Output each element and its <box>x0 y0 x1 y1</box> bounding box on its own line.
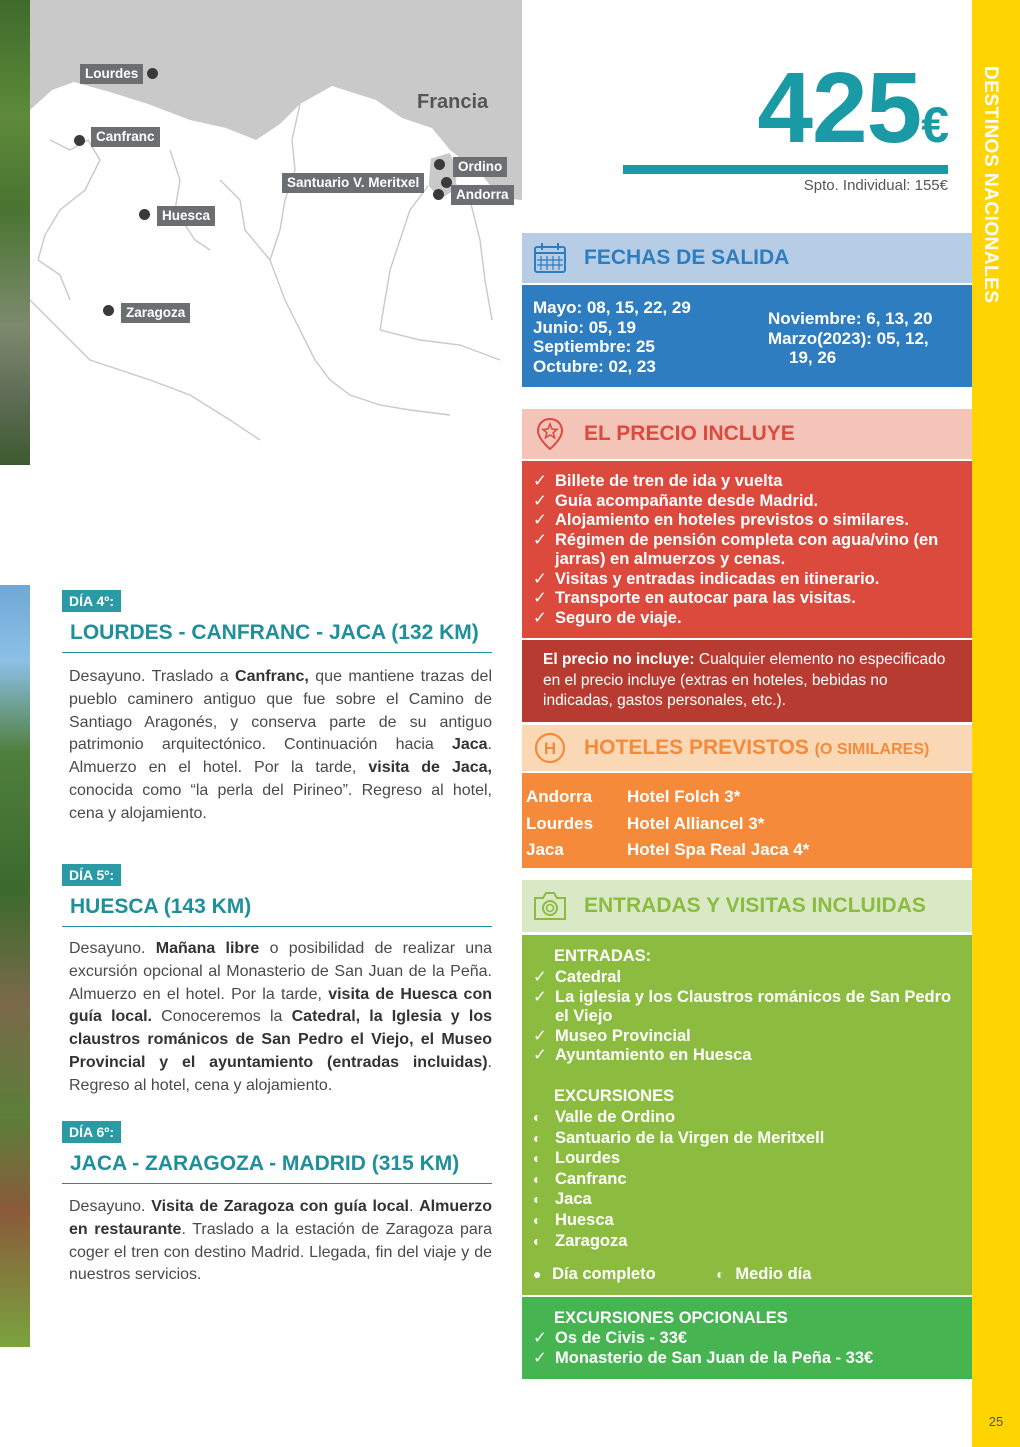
hotel-city: Lourdes <box>526 814 594 833</box>
section-title: DESTINOS NACIONALES <box>980 66 1001 304</box>
hoteles-title-small: (O SIMILARES) <box>814 741 930 758</box>
no-incluye-label: El precio no incluye: <box>543 651 695 668</box>
map-label-zaragoza: Zaragoza <box>121 303 190 323</box>
list-item: ✓ Ayuntamiento en Huesca <box>533 1046 953 1066</box>
fecha-item: 19, 26 <box>789 348 837 367</box>
list-item: ✓ Transporte en autocar para las visitas. <box>533 589 965 609</box>
fechas-title: FECHAS DE SALIDA <box>584 246 790 269</box>
list-item: ✓ La iglesia y los Claustros románicos de San Pedro el Viejo <box>533 988 953 1027</box>
hotel-row <box>526 840 564 860</box>
excursiones-label: EXCURSIONES <box>554 1087 675 1105</box>
hotel-city: Andorra <box>526 787 593 806</box>
bold-text: visita de Jaca, <box>368 759 492 777</box>
day-6-title: JACA - ZARAGOZA - MADRID (315 KM) <box>62 1151 492 1184</box>
bold-text: visita de Huesca con guía local. <box>69 985 492 1026</box>
fechas-header <box>522 233 972 283</box>
text-run: . <box>408 1198 420 1215</box>
list-item: ✓ Os de Civis - 33€ <box>533 1329 953 1349</box>
price-underline <box>623 165 948 174</box>
day-5-label: DÍA 5º: <box>62 864 121 886</box>
no-incluye-body <box>522 640 972 722</box>
incluye-list <box>533 472 965 628</box>
map-dot-ordino <box>434 159 445 170</box>
list-item: ✓ Monasterio de San Juan de la Peña - 33€ <box>533 1349 953 1369</box>
calendar-icon <box>522 242 578 274</box>
price-currency: € <box>921 97 948 153</box>
fecha-item: Marzo(2023): 05, 12, <box>768 328 929 348</box>
fechas-right <box>768 309 932 368</box>
no-incluye-desc: Cualquier elemento no especificado en el precio incluye (extras en hoteles, bebidas no indicadas, gastos personales, etc.). <box>543 651 946 709</box>
entradas-body <box>522 935 972 1295</box>
route-map <box>30 0 522 465</box>
list-item: ◐ Valle de Ordino <box>533 1107 953 1128</box>
map-label-ordino: Ordino <box>453 157 507 177</box>
page-number: 25 <box>988 1414 1004 1429</box>
fecha-item: Septiembre: 25 <box>533 337 655 356</box>
day-5-title: HUESCA (143 KM) <box>62 894 492 927</box>
list-item: ◐ Jaca <box>533 1189 953 1210</box>
full-day-icon: ● <box>533 1266 542 1282</box>
text-run: Conoceremos la <box>151 1008 292 1026</box>
map-label-canfranc: Canfranc <box>91 127 160 147</box>
list-item: ✓ Régimen de pensión completa con agua/vino (en jarras) en almuerzos y cenas. <box>533 531 965 570</box>
opcionales-label: EXCURSIONES OPCIONALES <box>554 1309 788 1327</box>
day-4-label: DÍA 4º: <box>62 590 121 612</box>
no-incluye-text <box>543 650 953 712</box>
hotel-name: Hotel Folch 3* <box>627 787 741 806</box>
legend <box>533 1265 953 1284</box>
day-4-text <box>69 666 492 826</box>
text-run: o posibilidad de realizar una excursión opcional al Monasterio de San Juan de la Peña. Almuerzo en el hotel. Por la tarde, <box>69 940 493 1003</box>
entradas-header <box>522 880 972 932</box>
opcionales-list <box>533 1329 953 1368</box>
camera-icon <box>522 890 578 922</box>
section-side-band <box>972 0 1020 1447</box>
list-item: ✓ Visitas y entradas indicadas en itinerario. <box>533 570 965 590</box>
hotel-city: Jaca <box>526 840 564 859</box>
text-run: . Almuerzo en el hotel. Por la tarde, <box>69 736 492 777</box>
hotel-name: Hotel Alliancel 3* <box>627 814 765 833</box>
photo-strip-bottom <box>0 585 30 1347</box>
incluye-title: EL PRECIO INCLUYE <box>584 422 795 445</box>
list-item: ✓ Alojamiento en hoteles previstos o similares. <box>533 511 965 531</box>
map-dot-lourdes <box>147 68 158 79</box>
hotel-icon <box>522 732 578 764</box>
hoteles-title-main: HOTELES PREVISTOS <box>584 736 809 759</box>
half-day-icon: ◐ <box>716 1266 725 1282</box>
price-amount: 425 <box>757 52 922 164</box>
bold-text: Canfranc, <box>235 668 309 685</box>
text-run: . Traslado a la estación de Zaragoza para coger el tren con destino Madrid. Llegada, fin del viaje y de nuestros servicios. <box>69 1220 492 1284</box>
hotel-row <box>526 787 592 807</box>
list-item: ✓ Museo Provincial <box>533 1027 953 1047</box>
bold-text: Visita de Zaragoza con guía local <box>151 1198 409 1215</box>
fecha-item: Mayo: 08, 15, 22, 29 <box>533 298 691 317</box>
text-run: Desayuno. <box>69 940 156 957</box>
list-item: ✓ Catedral <box>533 968 953 988</box>
list-item: ✓ Guía acompañante desde Madrid. <box>533 492 965 512</box>
incluye-body <box>522 461 972 638</box>
bold-text: Mañana libre <box>155 940 260 957</box>
opcionales-body <box>522 1297 972 1379</box>
incluye-header <box>522 409 972 459</box>
hoteles-body <box>522 773 972 868</box>
list-item: ✓ Seguro de viaje. <box>533 609 965 629</box>
list-item: ◐ Huesca <box>533 1210 953 1231</box>
map-dot-zaragoza <box>103 305 114 316</box>
entradas-list <box>533 968 953 1066</box>
badge-star-icon <box>522 417 578 451</box>
day-6-text <box>69 1196 492 1287</box>
map-label-andorra: Andorra <box>451 185 514 205</box>
map-label-huesca: Huesca <box>157 206 215 226</box>
fecha-item: Octubre: 02, 23 <box>533 356 656 376</box>
bold-text: Catedral, la Iglesia y los claustros románicos de San Pedro el Viejo, el Museo Provincial y el ayuntamiento (entradas incluidas) <box>69 1008 492 1071</box>
text-run: Desayuno. <box>69 1198 152 1215</box>
single-supplement: Spto. Individual: 155€ <box>803 177 948 194</box>
list-item: ✓ Billete de tren de ida y vuelta <box>533 472 965 492</box>
map-label-meritxel: Santuario V. Meritxel <box>282 173 424 193</box>
list-item: ◐ Lourdes <box>533 1148 953 1169</box>
hoteles-header <box>522 725 972 771</box>
text-run: conocida como “la perla del Pirineo”. Regreso al hotel, cena y alojamiento. <box>69 781 492 822</box>
entradas-title: ENTRADAS Y VISITAS INCLUIDAS <box>584 894 926 917</box>
bold-text: Almuerzo en restaurante <box>69 1198 493 1238</box>
hotel-name: Hotel Spa Real Jaca 4* <box>627 840 810 859</box>
map-label-lourdes: Lourdes <box>80 64 143 84</box>
day-6-label: DÍA 6º: <box>62 1121 121 1143</box>
list-item: ◐ Santuario de la Virgen de Meritxell <box>533 1128 953 1149</box>
text-run: que mantiene trazas del pueblo caminero antiguo que fue sobre el Camino de Santiago Aragonés, y conserva parte de su antiguo patrimonio arquitectónico. Continuación hacia <box>69 668 492 754</box>
map-dot-andorra <box>433 189 444 200</box>
fecha-item: Noviembre: 6, 13, 20 <box>768 309 933 328</box>
fechas-left <box>533 298 691 376</box>
entradas-label: ENTRADAS: <box>554 947 652 965</box>
svg-text:H: H <box>543 739 557 758</box>
legend-full-day: Día completo <box>552 1265 656 1283</box>
fecha-item: Junio: 05, 19 <box>533 317 636 337</box>
hotel-row <box>526 814 593 834</box>
day-5-text <box>69 938 492 1098</box>
text-run: . Regreso al hotel, cena y alojamiento. <box>69 1053 492 1094</box>
map-dot-huesca <box>139 209 150 220</box>
bold-text: Jaca <box>451 736 488 754</box>
day-4-title: LOURDES - CANFRANC - JACA (132 KM) <box>62 620 492 653</box>
excursiones-list <box>533 1107 953 1251</box>
map-country-label: Francia <box>417 91 489 113</box>
hoteles-title <box>584 736 929 760</box>
text-run: Desayuno. Traslado a <box>69 668 236 685</box>
map-dot-canfranc <box>74 135 85 146</box>
photo-strip-top <box>0 0 30 465</box>
fechas-body <box>522 285 972 387</box>
list-item: ◐ Canfranc <box>533 1169 953 1190</box>
list-item: ◐ Zaragoza <box>533 1231 953 1252</box>
price <box>757 52 948 181</box>
legend-half-day: Medio día <box>735 1265 812 1283</box>
